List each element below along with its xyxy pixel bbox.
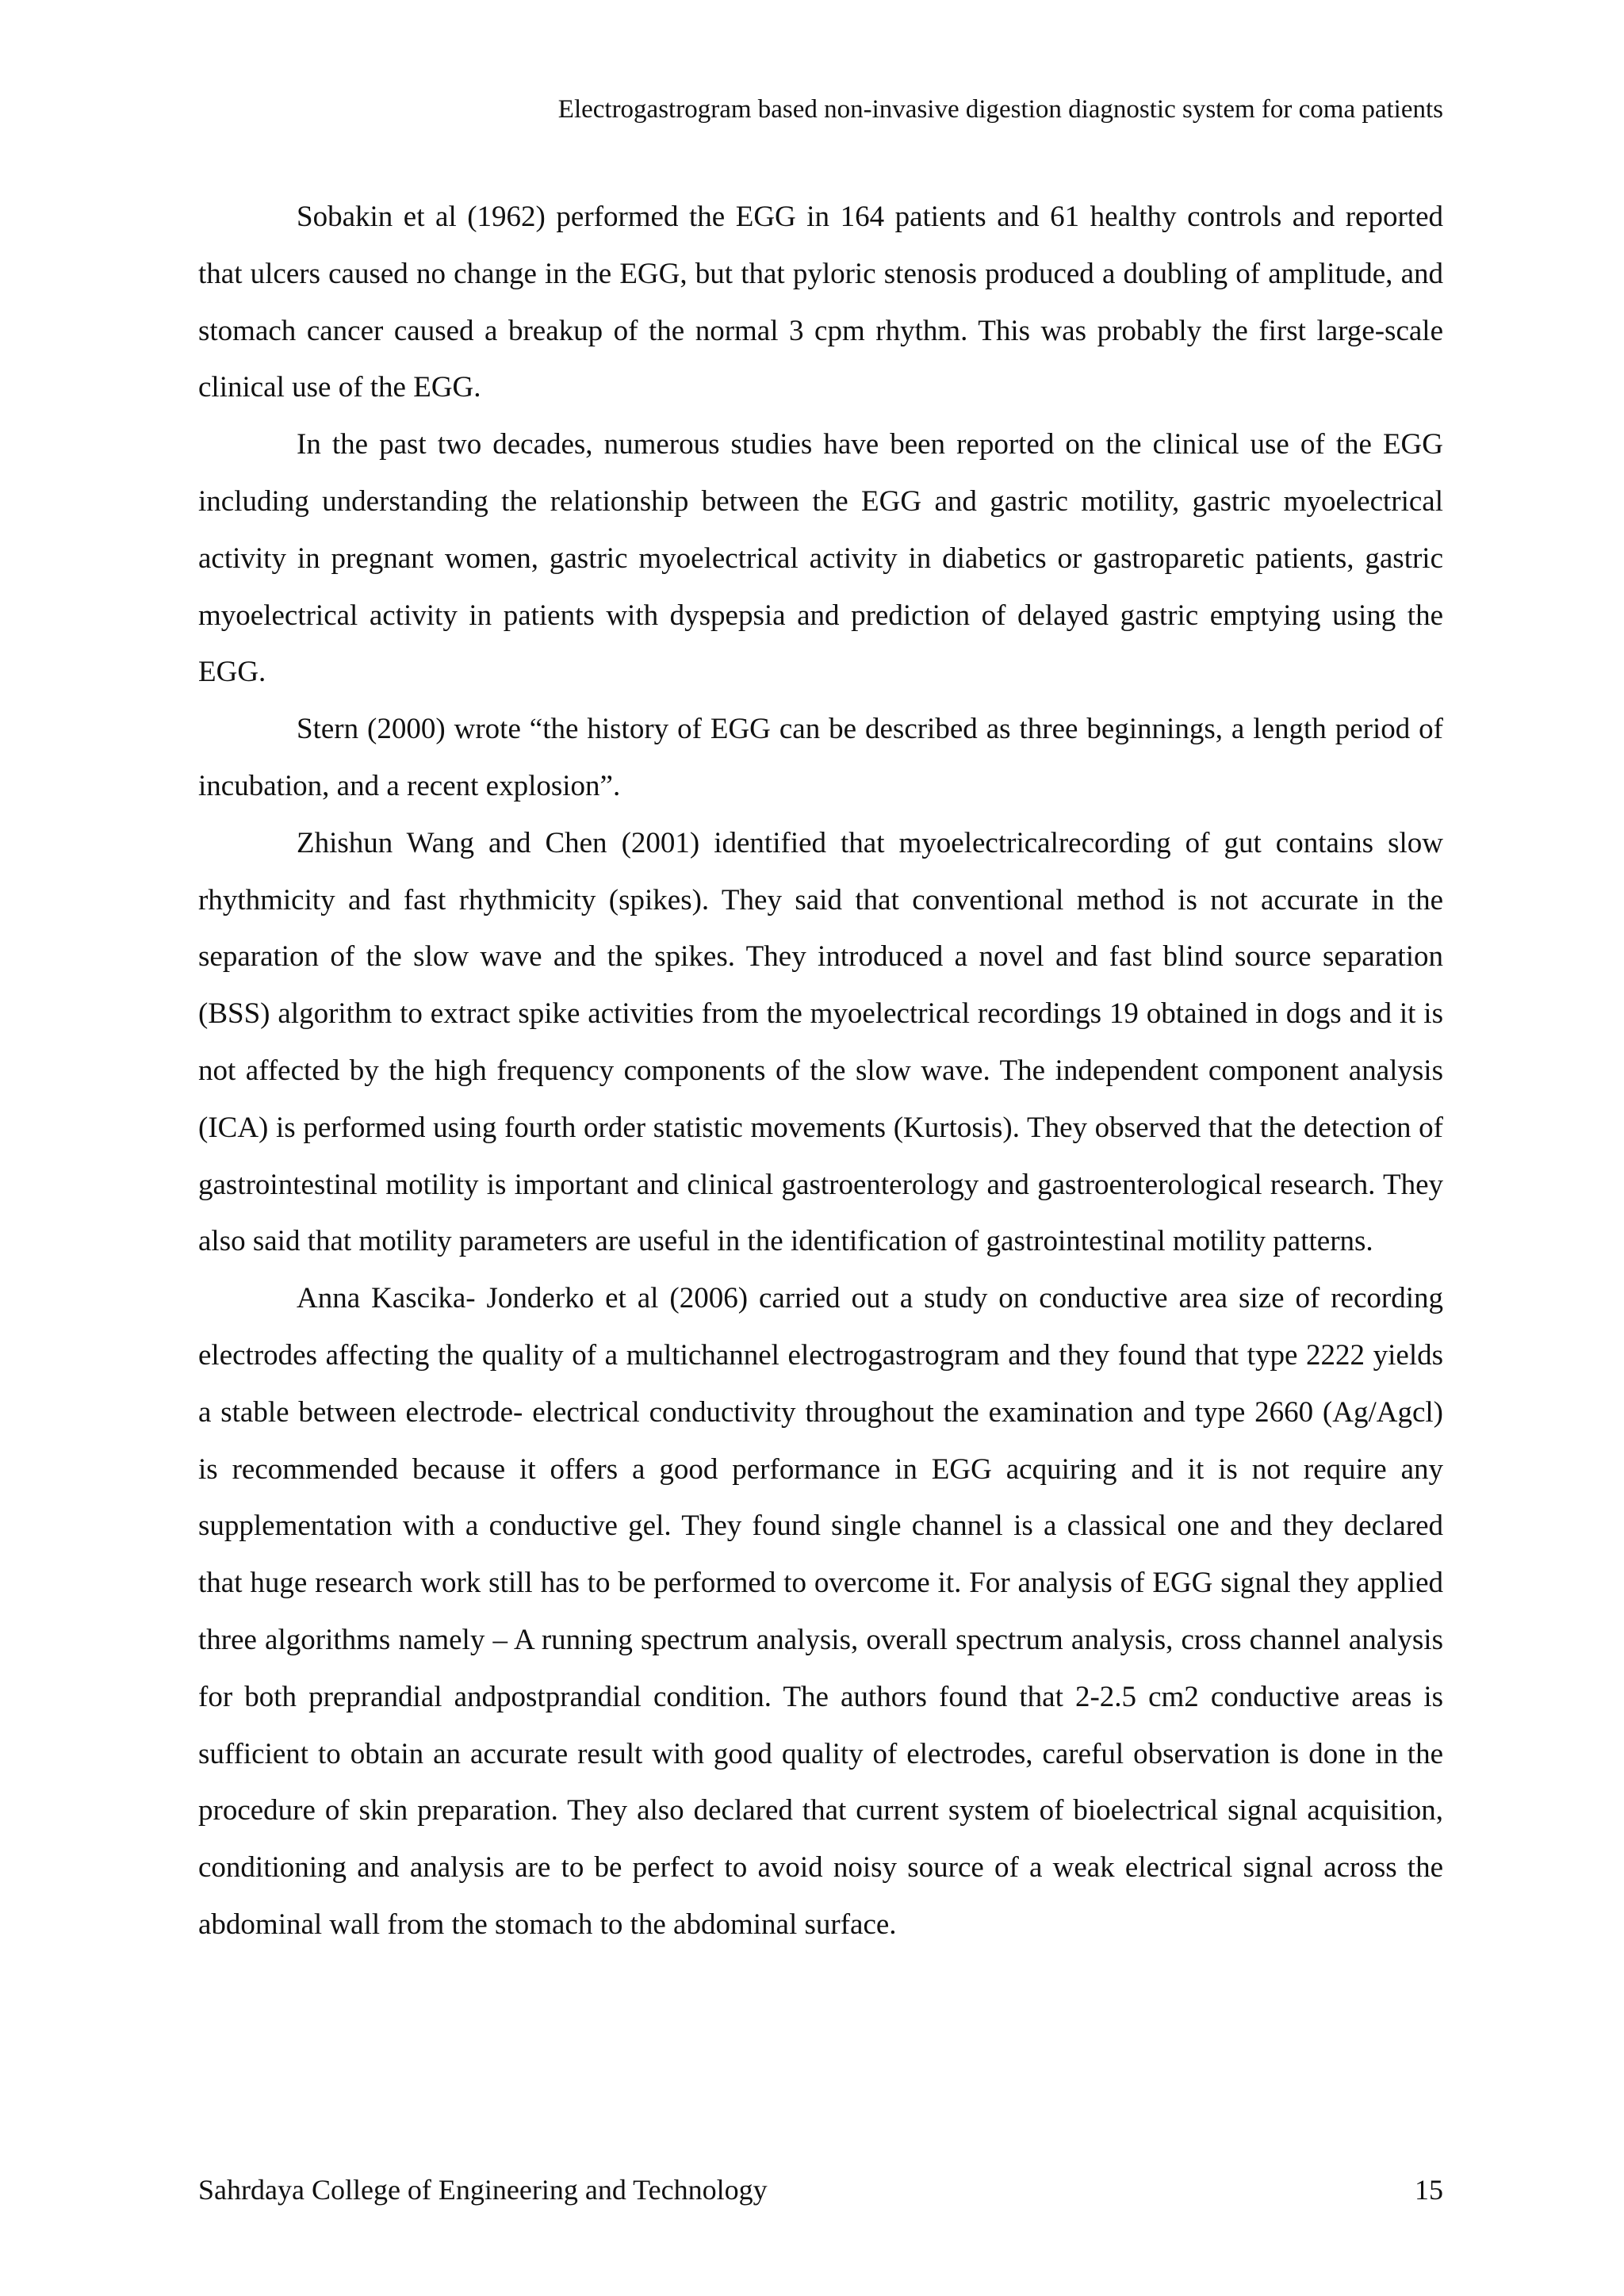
body-text [198, 189, 1443, 1954]
footer-institution: Sahrdaya College of Engineering and Technology [198, 2174, 768, 2206]
paragraph-sobakin: Sobakin et al (1962) performed the EGG in 164 patients and 61 healthy controls and reported that ulcers caused no change in the EGG, but that pyloric stenosis produced a doubling of amplitude, and stomach cancer caused a breakup of the normal 3 cpm rhythm. This was probably the first large-scale clinical use of the EGG. [198, 201, 1443, 404]
paragraph-stern: Stern (2000) wrote “the history of EGG can be described as three beginnings, a length period of incubation, and a recent explosion”. [198, 713, 1443, 802]
paragraph-kascika-jonderko: Anna Kascika- Jonderko et al (2006) carried out a study on conductive area size of recording electrodes affecting the quality of a multichannel electrogastrogram and they found that type 2222 yields a stable between electrode- electrical conductivity throughout the examination and type 2660 (Ag/Agcl) is recommended because it offers a good performance in EGG acquiring and it is not require any supplementation with a conductive gel. They found single channel is a classical one and they declared that huge research work still has to be performed to overcome it. For analysis of EGG signal they applied three algorithms namely – A running spectrum analysis, overall spectrum analysis, cross channel analysis for both preprandial andpostprandial condition. The authors found that 2-2.5 cm2 conductive areas is sufficient to obtain an accurate result with good quality of electrodes, careful observation is done in the procedure of skin preparation. They also declared that current system of bioelectrical signal acquisition, conditioning and analysis are to be perfect to avoid noisy source of a weak electrical signal across the abdominal wall from the stomach to the abdominal surface. [198, 1282, 1443, 1941]
page-number: 15 [1415, 2174, 1443, 2206]
running-header: Electrogastrogram based non-invasive digestion diagnostic system for coma patients [557, 95, 1443, 124]
paragraph-past-two-decades: In the past two decades, numerous studies have been reported on the clinical use of the EGG including understanding the relationship between the EGG and gastric motility, gastric myoelectrical activity in pregnant women, gastric myoelectrical activity in diabetics or gastroparetic patients, gastric myoelectrical activity in patients with dyspepsia and prediction of delayed gastric emptying using the EGG. [198, 428, 1443, 689]
paragraph-wang-chen: Zhishun Wang and Chen (2001) identified that myoelectricalrecording of gut contains slow rhythmicity and fast rhythmicity (spikes). They said that conventional method is not accurate in the separation of the slow wave and the spikes. They introduced a novel and fast blind source separation (BSS) algorithm to extract spike activities from the myoelectrical recordings 19 obtained in dogs and it is not affected by the high frequency components of the slow wave. The independent component analysis (ICA) is performed using fourth order statistic movements (Kurtosis). They observed that the detection of gastrointestinal motility is important and clinical gastroenterology and gastroenterological research. They also said that motility parameters are useful in the identification of gastrointestinal motility patterns. [198, 826, 1443, 1258]
